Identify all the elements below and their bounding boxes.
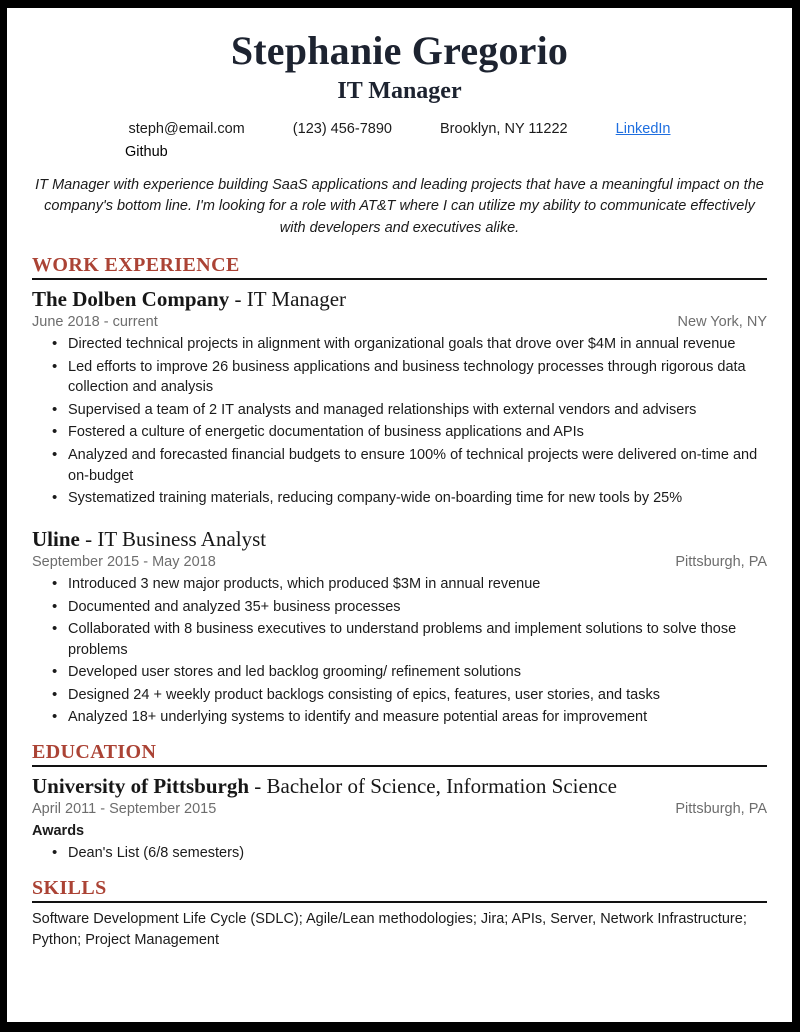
education-entry-location: Pittsburgh, PA [675,801,767,818]
work-entry-role: IT Business Analyst [97,526,267,551]
contact-email: steph@email.com [128,121,245,137]
section-title-work-experience: WORK EXPERIENCE [32,253,240,276]
bullet-item: • Developed user stores and led backlog grooming/ refinement solutions [66,662,767,683]
contact-phone: (123) 456-7890 [292,121,392,137]
bullet-item: • Dean's List (6/8 semesters) [66,843,767,864]
education-entry-heading [32,773,767,800]
resume-header [32,30,767,239]
education-entry-meta [32,801,767,817]
work-entry-role: IT Manager [246,286,347,311]
section-divider [32,901,767,903]
section-work-experience [32,254,767,728]
work-entry-heading [32,286,767,313]
resume-page [7,8,792,1022]
section-skills [32,877,767,951]
contact-row [32,118,767,140]
work-entry-dates: September 2015 - May 2018 [32,554,216,571]
work-entry-location: Pittsburgh, PA [675,554,767,571]
bullet-item: • Fostered a culture of energetic documentation of business applications and APIs [66,422,767,443]
work-entry-meta [32,314,767,330]
bullet-item: • Supervised a team of 2 IT analysts and managed relationships with external vendors and advisers [66,400,767,421]
work-entry-company: Uline [32,526,80,551]
section-education [32,741,767,864]
work-entry-bullets [32,334,767,509]
bullet-item: • Directed technical projects in alignment with organizational goals that drove over $4M in annual revenue [66,334,767,355]
candidate-name: Stephanie Gregorio [230,28,569,73]
work-entry [32,526,767,728]
work-entry-separator: - [234,286,242,311]
education-entry-school: University of Pittsburgh [32,774,249,799]
candidate-job-title: IT Manager [337,78,462,104]
education-entry-degree: Bachelor of Science, Information Science [266,774,617,799]
section-divider [32,765,767,767]
bullet-item: • Led efforts to improve 26 business applications and business technology processes through rigorous data collection and analysis [66,357,767,398]
education-awards-subheading: Awards [32,823,85,840]
work-entry-location: New York, NY [677,314,767,331]
contact-linkedin-link[interactable]: LinkedIn [615,121,671,137]
work-entry [32,286,767,509]
professional-summary: IT Manager with experience building SaaS applications and leading projects that have a meaningful impact on the company's bottom line. I'm looking for a role with AT&T where I can utilize my ability to communicate effectively with developers and executives alike. [35,176,764,236]
bullet-item: • Designed 24 + weekly product backlogs consisting of epics, features, user stories, and tasks [66,685,767,706]
section-title-education: EDUCATION [32,741,157,764]
work-entry-meta [32,554,767,570]
contact-github-link[interactable]: Github [125,144,168,161]
bullet-item: • Documented and analyzed 35+ business processes [66,597,767,618]
bullet-item: • Systematized training materials, reducing company-wide on-boarding time for new tools by 25% [66,488,767,509]
bullet-item: • Collaborated with 8 business executives to understand problems and implement solutions to solve those problems [66,619,767,660]
skills-list: Software Development Life Cycle (SDLC); Agile/Lean methodologies; Jira; APIs, Server, Network Infrastructure; Python; Project Management [32,910,747,948]
work-entry-company: The Dolben Company [32,286,230,311]
contact-row-secondary [32,141,767,163]
work-entry-dates: June 2018 - current [32,314,158,331]
work-entry-heading [32,526,767,553]
bullet-item: • Analyzed 18+ underlying systems to identify and measure potential areas for improvement [66,707,767,728]
section-title-skills: SKILLS [32,876,107,899]
contact-location: Brooklyn, NY 11222 [440,121,568,137]
section-divider [32,278,767,280]
education-awards-bullets [32,843,767,864]
education-entry-dates: April 2011 - September 2015 [32,801,217,818]
bullet-item: • Analyzed and forecasted financial budgets to ensure 100% of technical projects were delivered on-time and on-budget [66,445,767,486]
bullet-item: • Introduced 3 new major products, which produced $3M in annual revenue [66,574,767,595]
work-entry-bullets [32,574,767,728]
education-entry-separator: - [254,774,262,799]
education-entry [32,773,767,864]
work-entry-separator: - [85,526,93,551]
